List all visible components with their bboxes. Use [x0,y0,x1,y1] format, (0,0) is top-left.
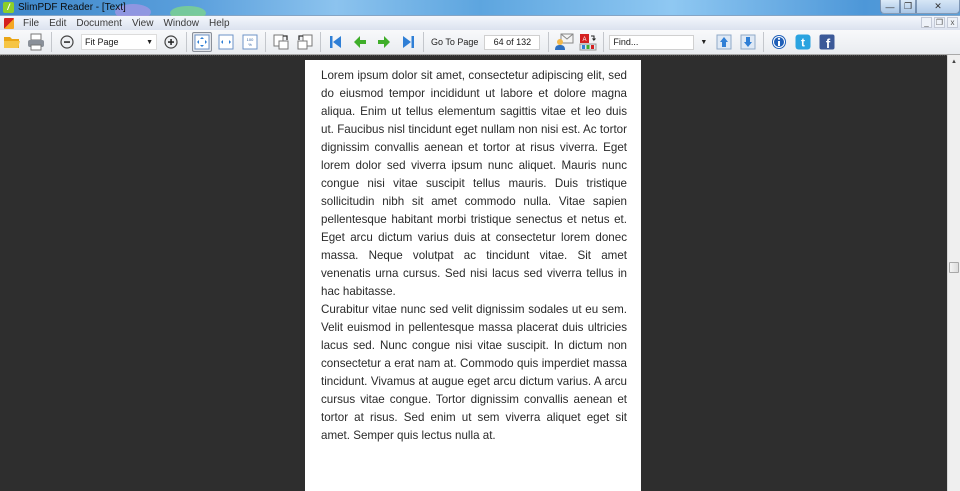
fit-page-icon [194,34,210,50]
svg-text:t: t [801,35,806,50]
window-title: SlimPDF Reader - [Text] [18,2,126,13]
page-number-input[interactable]: 64 of 132 [484,35,540,50]
rotate-cw-icon [272,33,290,51]
svg-text:f: f [826,36,831,50]
toolbar-separator [320,32,321,52]
document-viewport[interactable] [0,55,947,491]
print-button[interactable] [26,32,46,52]
document-window-controls [921,17,958,28]
toolbar-separator [603,32,604,52]
document-icon[interactable] [4,18,14,29]
svg-text:%: % [248,42,252,47]
rotate-counterclockwise-button[interactable] [295,32,315,52]
open-button[interactable] [2,32,22,52]
zoom-level-value: Fit Page [85,37,119,47]
last-page-button[interactable] [398,32,418,52]
menu-document[interactable]: Document [76,17,122,29]
toolbar-separator [548,32,549,52]
app-logo-icon: / [3,2,14,13]
chevron-down-icon: ▼ [146,38,153,46]
toolbar-separator [763,32,764,52]
menu-file[interactable]: File [23,17,40,29]
facebook-button[interactable] [817,32,837,52]
find-dropdown-chevron-icon[interactable]: ▼ [700,38,708,46]
convert-pdf-button[interactable] [578,32,598,52]
document-restore-button[interactable]: ❐ [935,18,944,27]
facebook-icon [819,34,835,50]
printer-icon [27,33,45,51]
page-paragraph: Lorem ipsum dolor sit amet, consectetur adipiscing elit, sed do eiusmod tempor incididunt ut labore et dolore magna aliqua. Enim ut tellus elementum sagittis vitae et leo duis ut. Faucibus nisl tincidunt eget nullam non nisi est. Ac tortor dignissim convallis aenean et tortor at risus viverra. Eget lorem dolor sed viverra ipsum nunc aliquet. Mauris nunc congue nisi vitae suscipit tellus mauris. Duis tristique sollicitudin nibh sit amet commodo nulla. Vitae sapien pellentesque habitant morbi tristique senectus et netus et. Eget arcu dictum varius duis at consectetur lorem donec massa. Neque volutpat ac tincidunt vitae. Sit amet venenatis urna cursus. Sed nisi lacus sed viverra tellus in hac habitasse. [321,69,627,298]
zoom-out-button[interactable] [57,32,77,52]
actual-size-icon [242,34,258,50]
next-page-button[interactable] [374,32,394,52]
email-icon [554,33,574,51]
restore-window-button[interactable]: ❐ [900,0,916,14]
previous-page-button[interactable] [350,32,370,52]
window-controls [880,0,960,16]
zoom-level-select[interactable] [81,34,157,50]
toolbar-separator [186,32,187,52]
twitter-icon [795,34,811,50]
find-next-button[interactable] [738,32,758,52]
toolbar-separator [51,32,52,52]
info-icon [771,34,787,50]
pdf-page [305,60,641,491]
zoom-in-icon [164,35,178,49]
toolbar [0,30,960,55]
twitter-button[interactable] [793,32,813,52]
menu-edit[interactable]: Edit [49,17,67,29]
svg-text:A: A [582,37,587,43]
actual-size-button[interactable] [240,32,260,52]
scroll-up-arrow-icon[interactable]: ▲ [951,59,957,65]
rotate-clockwise-button[interactable] [271,32,291,52]
fit-page-button[interactable] [192,32,212,52]
find-previous-button[interactable] [714,32,734,52]
next-page-icon [376,34,392,50]
find-down-icon [740,34,756,50]
folder-icon [3,34,21,50]
fit-width-icon [218,34,234,50]
title-bar [0,0,960,16]
svg-text:100: 100 [246,37,254,42]
document-close-button[interactable]: x [947,17,958,28]
find-up-icon [716,34,732,50]
previous-page-icon [352,34,368,50]
last-page-icon [400,34,416,50]
zoom-in-button[interactable] [161,32,181,52]
vertical-scrollbar[interactable] [947,55,960,491]
pdf-convert-icon [578,33,598,51]
document-minimize-button[interactable]: _ [921,17,932,28]
page-paragraph: Curabitur vitae nunc sed velit dignissim sodales ut eu sem. Velit euismod in pellentesque massa placerat duis ultricies lacus sed. Nunc congue nisi vitae suscipit. In dictum non consectetur a erat nam at. Commodo quis imperdiet massa tincidunt. Vivamus at augue eget arcu dictum varius. A arcu cursus vitae congue. Tortor dignissim convallis aenean et tortor at risus. Sed enim ut sem viverra aliquet eget sit amet. Semper quis lectus nulla at. [321,303,627,442]
menu-bar [0,16,960,30]
toolbar-separator [265,32,266,52]
menu-window[interactable]: Window [163,17,200,29]
about-button[interactable] [769,32,789,52]
first-page-icon [328,34,344,50]
menu-view[interactable]: View [131,17,154,29]
fit-width-button[interactable] [216,32,236,52]
scrollbar-thumb[interactable] [949,262,959,273]
menu-help[interactable]: Help [209,17,230,29]
email-button[interactable] [554,32,574,52]
first-page-button[interactable] [326,32,346,52]
minimize-window-button[interactable]: — [880,0,900,14]
rotate-ccw-icon [296,33,314,51]
close-window-button[interactable]: ✕ [916,0,960,14]
toolbar-separator [423,32,424,52]
find-input[interactable]: Find... [609,35,694,50]
zoom-out-icon [60,35,74,49]
go-to-page-label[interactable]: Go To Page [431,37,479,47]
